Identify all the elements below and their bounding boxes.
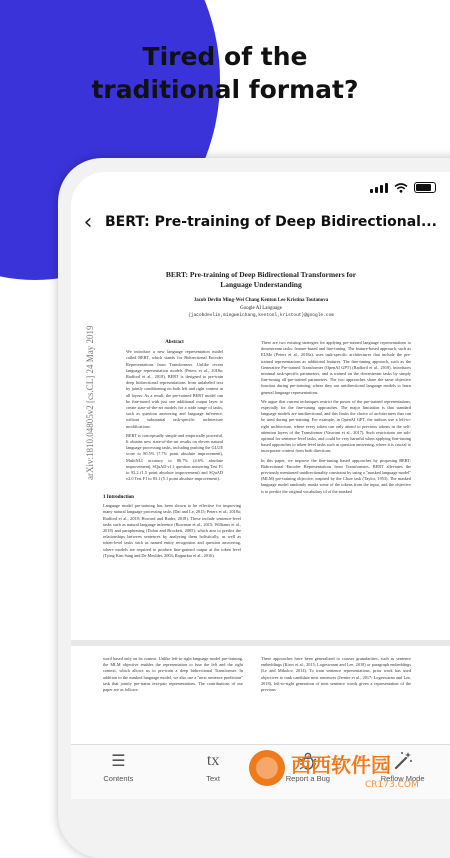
paper-title: [111, 270, 411, 290]
chevron-left-icon[interactable]: ‹: [83, 209, 93, 235]
introduction-heading: 1 Introduction: [103, 495, 134, 500]
right-paragraph-3: In this paper, we improve the fine-tuning based approaches by proposing BERT: Bidirectional Encoder Representations from Transformers. BERT alleviates the previously mentioned unidirectionality constraint by using a "masked language model" (MLM) pre-training objective, inspired by the Cloze task (Taylor, 1953). The masked language model randomly masks some of the tokens from the input, and the objective is to predict the original vocabulary id of the masked: [261, 457, 411, 494]
pdf-page-1: [71, 240, 450, 640]
abstract-paragraph-1: We introduce a new language representation model called BERT, which stands for Bidirectional Encoder Representations from Transformers. Unlike recent language representation models (Peters et al., 2018a; Radford et al., 2018), BERT is designed to pre-train deep bidirectional representations from unlabeled text by jointly conditioning on both left and right context in all layers. As a result, the pre-trained BERT model can be fine-tuned with just one additional output layer to create state-of-the-art models for a wide range of tasks, such as question answering and language inference, without substantial task-specific architecture modifications.: [126, 349, 223, 429]
document-viewer[interactable]: [71, 240, 450, 740]
right-paragraph-1: There are two existing strategies for applying pre-trained language representations to downstream tasks: feature-based and fine-tuning. The feature-based approach, such as ELMo (Peters et al., 2018a), uses task-specific architectures that include the pre-trained representations as additional features. The fine-tuning approach, such as the Generative Pre-trained Transformer (OpenAI GPT) (Radford et al., 2018), introduces minimal task-specific parameters, and is trained on the downstream tasks by simply fine-tuning all pre-trained parameters. The two approaches share the same objective function during pre-training, where they use unidirectional language models to learn general language representations.: [261, 340, 411, 395]
watermark-logo: [245, 742, 445, 792]
report-bug-label: Report a Bug: [285, 774, 330, 783]
app-header: [71, 202, 450, 242]
arxiv-identifier: arXiv:1810.04805v2 [cs.CL] 24 May 2019: [85, 325, 95, 480]
right-column: [261, 340, 411, 498]
headline-line-2: traditional format?: [91, 75, 359, 104]
abstract-heading: Abstract: [165, 340, 184, 345]
text-icon: tx: [206, 752, 220, 769]
headline-line-1: Tired of the: [142, 42, 308, 71]
paper-affiliation: Google AI Language: [240, 306, 282, 311]
document-title: BERT: Pre-training of Deep Bidirectional...: [105, 214, 437, 230]
introduction-paragraph: Language model pre-training has been shown to be effective for improving many natural language processing tasks (Dai and Le, 2015; Peters et al., 2018a; Radford et al., 2018; Howard and Ruder, 2018). These include sentence-level tasks such as natural language inference (Bowman et al., 2015; Williams et al., 2018) and paraphrasing (Dolan and Brockett, 2005), which aim to predict the relationships between sentences by analyzing them holistically, as well as token-level tasks such as named entity recognition and question answering, where models are required to produce fine-grained output at the token level (Tjong Kim Sang and De Meulder, 2003; Rajpurkar et al., 2016).: [103, 503, 241, 558]
page2-right-column: These approaches have been generalized to coarser granularities, such as sentence embeddings (Kiros et al., 2015; Logeswaran and Lee, 2018) or paragraph embeddings (Le and Mikolov, 2014). To train sentence representations, prior work has used objectives to rank candidate next sentences (Jernite et al., 2017; Logeswaran and Lee, 2018), left-to-right generation of next sentence words given a representation of the previous: [261, 656, 411, 693]
paper-title-line-1: BERT: Pre-training of Deep Bidirectional Transformers for: [165, 270, 357, 279]
contents-label: Contents: [103, 774, 134, 783]
watermark-url: CR173.COM: [365, 780, 419, 790]
right-paragraph-2: We argue that current techniques restrict the power of the pre-trained representations, especially for the fine-tuning approaches. The major limitation is that standard language models are unidirectional, and this limits the choice of architectures that can be used during pre-training. For example, in OpenAI GPT, the authors use a left-to-right architecture, where every token can only attend to previous tokens in the self-attention layers of the Transformer (Vaswani et al., 2017). Such restrictions are sub-optimal for sentence-level tasks, and could be very harmful when applying fine-tuning based approaches to token-level tasks such as question answering, where it is crucial to incorporate context from both directions.: [261, 398, 411, 454]
paper-emails: {jacobdevlin,mingweichang,kentonl,kristout}@google.com: [188, 313, 334, 318]
abstract-section: [126, 340, 223, 485]
paper-authors: Jacob Devlin Ming-Wei Chang Kenton Lee Kristina Toutanova: [193, 298, 329, 303]
watermark-site: 西西软件园: [291, 753, 391, 777]
phone-screen: [71, 172, 450, 799]
promo-headline: [0, 40, 450, 106]
paper-title-line-2: Language Understanding: [220, 280, 302, 289]
reflow-mode-label: Reflow Mode: [380, 774, 425, 783]
battery-icon: [414, 182, 436, 193]
wifi-icon: [394, 183, 408, 193]
contents-button[interactable]: [71, 745, 166, 799]
list-icon: ☰: [111, 751, 126, 770]
cellular-signal-icon: [370, 183, 388, 193]
status-bar: [370, 182, 436, 193]
page2-left-column: word based only on its context. Unlike left-to-right language model pre-training, the MLM objective enables the representation to fuse the left and the right context, which allows us to pre-train a deep bidirectional Transformer. In addition to the masked language model, we also use a "next sentence prediction" task that jointly pre-trains text-pair representations. The contributions of our paper are as follows:: [103, 656, 243, 693]
introduction-section: [103, 492, 241, 562]
text-label: Text: [206, 774, 220, 783]
abstract-paragraph-2: BERT is conceptually simple and empirically powerful. It obtains new state-of-the-art results on eleven natural language processing tasks, including pushing the GLUE score to 80.5% (7.7% point absolute improvement), MultiNLI accuracy to 86.7% (4.6% absolute improvement), SQuAD v1.1 question answering Test F1 to 93.2 (1.5 point absolute improvement) and SQuAD v2.0 Test F1 to 83.1 (5.1 point absolute improvement).: [126, 432, 224, 482]
